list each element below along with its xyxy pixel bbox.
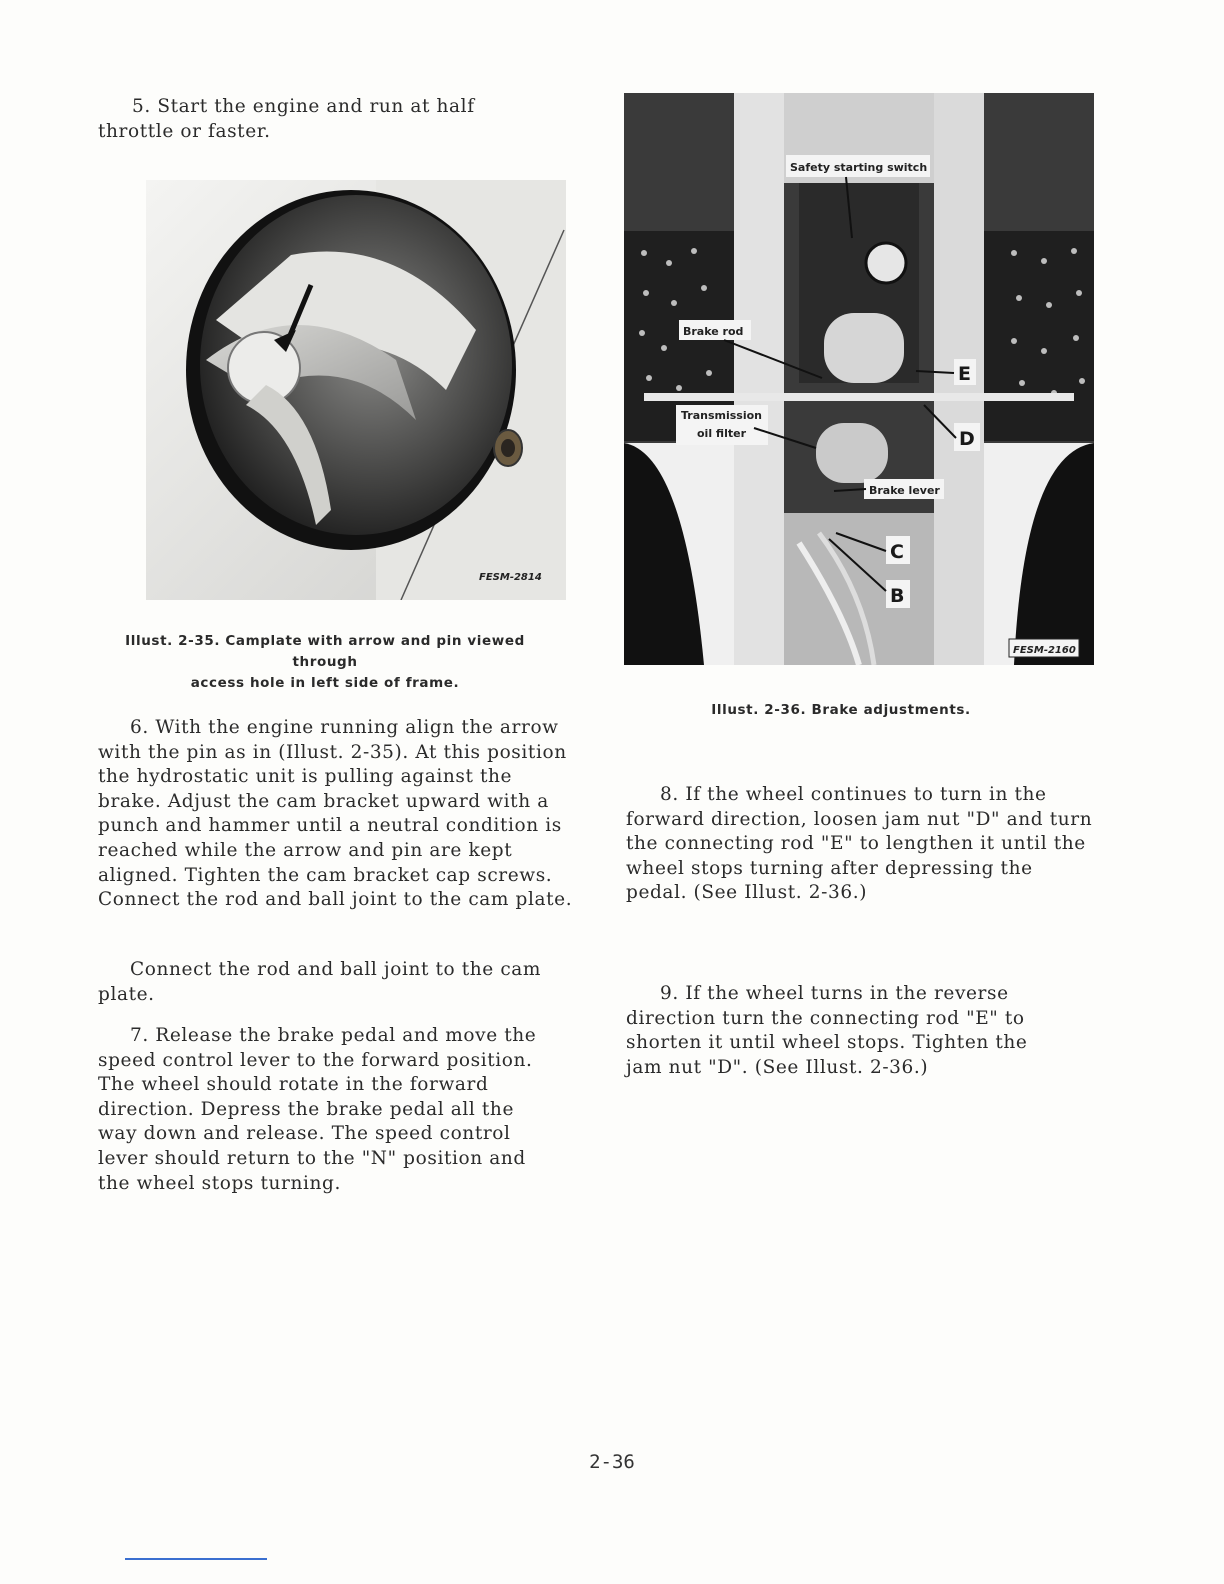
step-8-text: 8. If the wheel continues to turn in the forward direction, loosen jam nut "D" and turn the connecting rod "E" to lengthen it until the wheel stops turning after depressing the pedal. (See Illust. 2-36.) [626,784,1093,904]
brake-adjustments-photo [624,93,1094,665]
footer-rule [125,1558,267,1560]
camplate-photo [146,180,566,600]
label-oil-filter: oil filter [697,427,746,440]
figure-code-2160: FESM-2160 [1013,645,1076,656]
label-e: E [958,363,971,385]
figure-code-2814: FESM-2814 [479,572,542,583]
step-9-text: 9. If the wheel turns in the reverse direction turn the connecting rod "E" to shorten it until wheel stops. Tighten the jam nut "D". (See Illust. 2-36.) [626,983,1028,1078]
label-transmission: Transmission [681,409,763,422]
label-safety-switch: Safety starting switch [790,161,928,174]
caption-line-1: Illust. 2-35. Camplate with arrow and pin viewed through [125,633,525,670]
step-6-text: 6. With the engine running align the arrow with the pin as in (Illust. 2-35). At this position the hydrostatic unit is pulling against the brake. Adjust the cam bracket upward with a punch and hammer until a neutral condition is reached while the arrow and pin are kept aligned. Tighten the cam bracket cap screws. Connect the rod and ball joint to the cam plate. [98,717,573,911]
label-brake-lever: Brake lever [869,484,940,497]
figure-caption-2-35 [90,631,560,694]
label-c: C [890,541,904,563]
figure-caption-2-36: Illust. 2-36. Brake adjustments. [711,702,971,718]
step-7-text: 7. Release the brake pedal and move the speed control lever to the forward position. The wheel should rotate in the forward direction. Depress the brake pedal all the way down and release. The speed control lever should return to the "N" position and the wheel stops turning. [98,1025,537,1194]
label-d: D [959,428,975,450]
label-brake-rod: Brake rod [683,325,744,338]
connect-note-text: Connect the rod and ball joint to the cam plate. [98,959,542,1005]
label-b: B [890,585,905,607]
page-number: 2-36 [589,1451,635,1473]
step-5-text: 5. Start the engine and run at half throttle or faster. [98,96,475,142]
caption-line-2: access hole in left side of frame. [190,675,460,691]
